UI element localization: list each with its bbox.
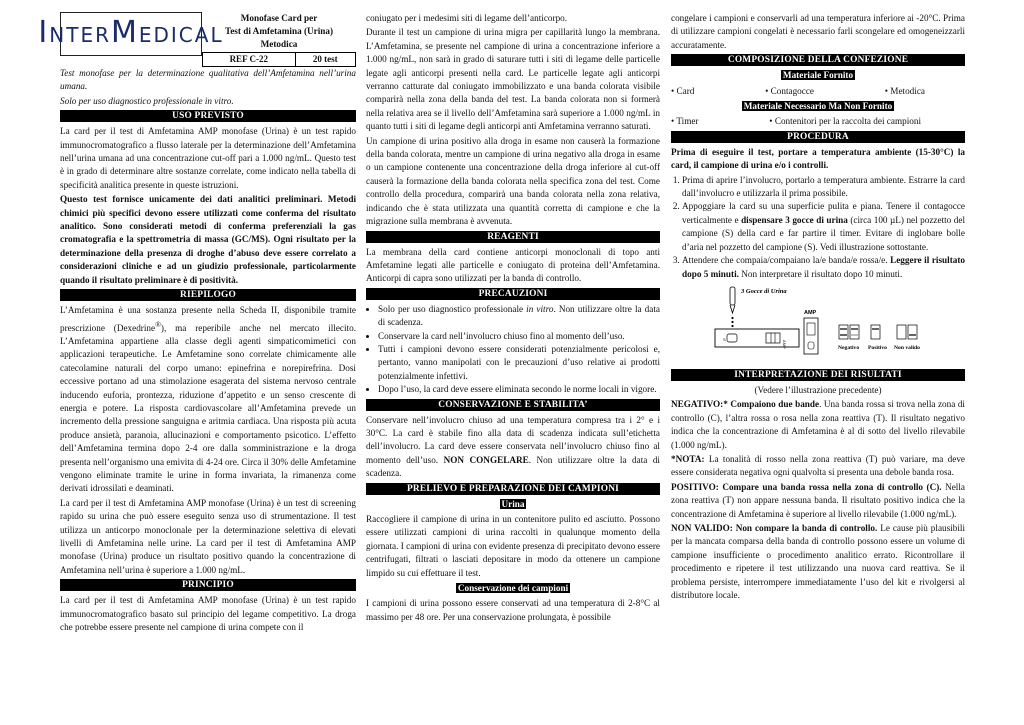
conservazione-paragraph: Conservare nell’involucro chiuso ad una temperatura compresa tra i 2° e i 30°C. La card è stabile fino alla data di scadenza indicata sull’etichetta dell’involucro. La card deve essere conservata nell’involucro chiuso fino al momento dell’uso. NON CONGELARE. Non utilizzare oltre la data di scadenza.	[366, 414, 660, 479]
section-header-uso: USO PREVISTO	[60, 110, 356, 122]
header-block	[38, 12, 356, 67]
section-header-riepilogo: RIEPILOGO	[60, 289, 356, 301]
precauzioni-item: • Conservare la card nell’involucro chiuso fino al momento dell’uso.	[378, 330, 660, 343]
precauzioni-item: • Dopo l’uso, la card deve essere eliminata secondo le norme locali in vigore.	[378, 383, 660, 396]
conservazione-continued: congelare i campioni e conservarli ad una temperatura inferiore ai -20°C. Prima di utilizzare campioni congelati è necessario farli scongelare ed omogeneizzarli accuratamente.	[671, 13, 965, 50]
column-1	[38, 12, 356, 636]
interpretazione-ref: (Vedere l’illustrazione precedente)	[754, 384, 882, 395]
test-card-illustration	[671, 285, 965, 365]
intermedical-logo	[38, 12, 224, 56]
title-line-2: Test di Amfetamina (Urina)	[224, 26, 334, 36]
riepilogo-paragraph-1: L’Amfetamina è una sostanza presente nella Scheda II, disponibile tramite prescrizione (Dexedrine®), ma reperibile anche nel mercato illecito. L’Amfetamina appartiene alla classe degli agenti simpaticomimetici con applicazioni terapeutiche. Le Amfetamine sono correlate chimicamente alle catecolamine naturali del corpo umano: epinefrina e norepirefrina. Dosi eccessive portano ad una stimolazione esagerata del sistema nervoso centrale inducendo euforia, prontezza, riduzione d’appetito e un senso crescente di energia e potere. La risposta cardiovascolare all’Amfetamina prevede un incremento della pressione sanguigna e aritmia cardiaca. Una risposta più acuta produce ansietà, paranoia, allucinazioni e comportamento psicotico. L’effetto dell’Amfetamina termina dopo 2-4 ore dalla somministrazione e la droga presenta nell’organismo una emivita di 4-24 ore. Circa il 30% delle Amfetamine vengono eliminate tramite le urine in forma invariata, la rimanenza come derivati idrossilati e deaminati.	[60, 305, 356, 494]
label-positivo: Positivo	[868, 344, 887, 351]
title-block	[202, 12, 356, 67]
precauzioni-list	[366, 303, 660, 397]
kit-item: • Card	[671, 85, 695, 96]
uso-paragraph-2: Questo test fornisce unicamente dei dati analitici preliminari. Metodi chimici più specifici devono essere utilizzati come conferma del risultato analitico. Sono considerati metodi di conferma preferenziali la gas cromatografia e la spettrometria di massa (GC/MS). Ogni risultato per la determinazione della presenza di droghe d’abuso deve essere correlato a considerazioni cliniche e ad un giudizio professionale, particolarmente quando il risultato preliminare è di positività.	[60, 194, 356, 285]
svg-text:AMP: AMP	[782, 339, 787, 349]
svg-text:S: S	[723, 336, 726, 342]
procedura-step: 2. Appoggiare la card su una superficie pulita e piana. Tenere il contagocce verticalmente e dispensare 3 gocce di urina (circa 100 µL) nel pozzetto del campione (S) della card e far partire il timer. Evitare di inglobare bolle d’aria nel pozzetto del campione (S). Vedi illustrazione sottostante.	[682, 200, 965, 254]
result-negative-icon	[839, 325, 859, 339]
dropper-icon	[730, 287, 735, 327]
precauzioni-item: • Tutti i campioni devono essere considerati potenzialmente pericolosi e, pertanto, vanno manipolati con le precauzioni d’uso relative ai prodotti potenzialmente infettivi.	[378, 343, 660, 383]
result-negativo: NEGATIVO:* Compaiono due bande. Una banda rossa si trova nella zona di controllo (C), l’altra rossa o rosa nella zona reattiva (T). Il risultato negativo indica che la concentrazione di Amfetamina è al di sotto del livello rilevabile (1.000 ng/mL).	[671, 399, 965, 450]
procedura-steps	[671, 174, 965, 281]
uso-paragraph-1: La card per il test di Amfetamina AMP monofase (Urina) è un test rapido immunocromatografico a flusso laterale per la determinazione dell’Amfetamina nell’urina umana ad una concentrazione cut-off pari a 1.000 ng/mL. Questo test è in grado di determinare altre sostanze correlate, come indicato nella tabella di specificità analitica presente in queste istruzioni.	[60, 126, 356, 190]
riepilogo-paragraph-2: La card per il test di Amfetamina AMP monofase (Urina) è un test di screening rapido su urina che può essere eseguito senza uso di strumentazione. Il test utilizza un anticorpo monoclonale per la determinazione selettiva di elevati livelli di Amfetamina nelle urine. La card per il test di Amfetamina AMP monofase (Urina) produce un risultato positivo quando la concentrazione di Amfetamina nell’urina è superiore a 1.000 ng/mL.	[60, 497, 356, 575]
procedura-intro: Prima di eseguire il test, portare a temperatura ambiente (15-30°C) la card, il campione di urina e/o i controlli.	[671, 146, 965, 171]
principio-continued-3: Un campione di urina positivo alla droga in esame non causerà la formazione della banda colorata, mentre un campione di urina negativo alla droga in esame o un campione contenente una concentrazione della droga inferiore al cut-off causerà la formazione della banda colorata nella specifica zona del test. Come controllo della procedura, comparirà una banda colorata nella zona relativa, indicando che è stata utilizzata una quantità corretta di campione e che la migrazione sulla membrana è avvenuta.	[366, 135, 660, 227]
svg-text:AMP: AMP	[804, 309, 817, 316]
subheader-urina: Urina	[501, 498, 525, 509]
kit-item: • Timer	[671, 116, 699, 127]
ref-table	[202, 52, 356, 67]
reagenti-paragraph: La membrana della card contiene anticorpi monoclonali di topo anti Amfetamine legati alle particelle e coniugato di proteina dell’Amfetamina. Anticorpi di capra sono utilizzati per la banda di controllo.	[366, 246, 660, 284]
principio-continued-2: Durante il test un campione di urina migra per capillarità lungo la membrana. L’Amfetamina, se presente nel campione di urina a concentrazione inferiore a 1.000 ng/mL, non sarà in grado di saturare tutti i siti di legame delle particelle legate agli anticorpi presenti nella card. Le particelle legate agli anticorpi verranno catturate dal coniugato immobilizzato e una banda colorata visibile comparirà nella zona della banda del test. La banda colorata non si formerà nella relativa area se il livello dell’Amfetamina sarà superiore a 1.000 ng/mL in quanto tutti i siti di legame degli anticorpi anti Amfetamina verranno saturati.	[366, 27, 660, 132]
intro-paragraph: Test monofase per la determinazione qualitativa dell’Amfetamina nell’urina umana.	[60, 68, 356, 92]
result-non-valido: NON VALIDO: Non compare la banda di controllo. Le cause più plausibili per la mancata comparsa della banda di controllo possono essere un volume di campione insufficiente o procedimento analitico errato. Ricontrollare il procedimento e ripetere il test utilizzando una nuova card reattiva. Se il problema persiste, interrompere immediatamente l’uso del kit e rivolgersi al distributore locale.	[671, 522, 966, 600]
section-header-composizione: COMPOSIZIONE DELLA CONFEZIONE	[671, 54, 965, 66]
label-non-valido: Non valido	[894, 344, 920, 351]
prelievo-paragraph-2: I campioni di urina possono essere conservati ad una temperatura di 2-8°C al massimo per 48 ore. Per una conservazione prolungata, è possibile	[366, 598, 660, 622]
label-negativo: Negativo	[838, 344, 860, 351]
result-positive-icon	[871, 325, 880, 339]
section-header-conservazione: CONSERVAZIONE E STABILITA’	[366, 399, 660, 411]
section-header-reagenti: REAGENTI	[366, 231, 660, 243]
materiale-necessario-list	[671, 115, 965, 128]
subheader-materiale-fornito: Materiale Fornito	[782, 70, 854, 81]
materiale-fornito-list	[671, 85, 965, 98]
procedura-step: 1. Prima di aprire l’involucro, portarlo a temperatura ambiente. Estrarre la card dall’involucro e utilizzarla il prima possibile.	[682, 174, 965, 201]
precauzioni-item: • Solo per uso diagnostico professionale in vitro. Non utilizzare oltre la data di scadenza.	[378, 303, 660, 330]
section-header-procedura: PROCEDURA	[671, 131, 965, 143]
principio-continued-1: coniugato per i medesimi siti di legame dell’anticorpo.	[366, 13, 568, 23]
title-line-3: Metodica	[260, 39, 298, 49]
drops-label: 3 Gocce di Urina	[741, 287, 787, 295]
ref-code: REF C-22	[203, 53, 296, 67]
intro-ivd: Solo per uso diagnostico professionale in vitro.	[60, 95, 234, 106]
prelievo-paragraph-1: Raccogliere il campione di urina in un contenitore pulito ed asciutto. Possono essere utilizzati campioni di urina raccolti in qualunque momento della giornata. I campioni di urina con evidente presenza di precipitato devono essere centrifugati, filtrati o lasciati depositare in modo da ottenere un campione limpido su cui effettuare il test.	[366, 514, 660, 578]
result-nota: *NOTA: La tonalità di rosso nella zona reattiva (T) può variare, ma deve essere considerata negativa ogni qualvolta si presenta una debole banda rosa.	[671, 453, 965, 478]
column-3	[671, 12, 965, 603]
procedura-step: 3. Attendere che compaia/compaiano la/e banda/e rossa/e. Leggere il risultato dopo 5 minuti. Non interpretare il risultato dopo 10 minuti.	[682, 254, 965, 281]
section-header-prelievo: PRELIEVO E PREPARAZIONE DEI CAMPIONI	[366, 483, 660, 495]
subheader-conservazione-campioni: Conservazione dei campioni	[457, 583, 569, 594]
principio-paragraph: La card per il test di Amfetamina AMP monofase (Urina) è un test rapido immunocromatografico basato sul principio del legame competitivo. La droga che potrebbe essere presente nel campione di urina compete con il	[60, 595, 356, 633]
result-positivo: POSITIVO: Compare una banda rossa nella zona di controllo (C). Nella zona reattiva (T) non appare nessuna banda. Il risultato positivo indica che la concentrazione di Amfetamina è superiore al livello rilevabile (1.000 ng/mL).	[671, 481, 965, 519]
kit-item: • Contenitori per la raccolta dei campioni	[769, 116, 921, 127]
test-quantity: 20 test	[295, 53, 355, 67]
test-card-icon	[715, 329, 799, 349]
section-header-precauzioni: PRECAUZIONI	[366, 288, 660, 300]
logo-text: INTERMEDICAL	[38, 14, 224, 50]
column-2	[366, 12, 660, 625]
section-header-principio: PRINCIPIO	[60, 579, 356, 591]
subheader-materiale-necessario: Materiale Necessario Ma Non Fornito	[743, 101, 893, 112]
result-invalid-icon	[897, 325, 917, 339]
title-line-1: Monofase Card per	[240, 13, 318, 23]
kit-item: • Contagocce	[765, 85, 815, 96]
section-header-interpretazione: INTERPRETAZIONE DEI RISULTATI	[671, 369, 965, 381]
procedure-illustration	[671, 285, 965, 365]
vertical-card-icon	[804, 310, 818, 354]
kit-item: • Metodica	[884, 85, 925, 96]
